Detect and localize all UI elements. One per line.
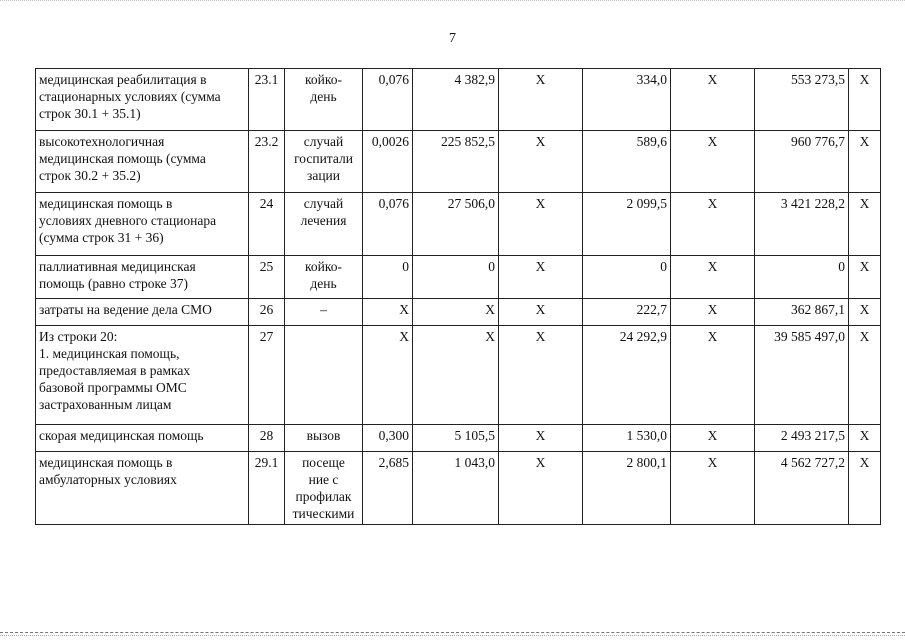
per-capita-cell: 24 292,9 <box>583 326 671 425</box>
unit-line: койко- <box>305 72 342 87</box>
cost-cell: 27 506,0 <box>413 193 499 256</box>
unit-line: день <box>310 276 337 291</box>
x-cell: X <box>849 193 881 256</box>
x-cell: X <box>849 131 881 193</box>
row-name-cell <box>36 425 249 452</box>
row-name-cell <box>36 69 249 131</box>
unit-line: – <box>320 302 327 317</box>
cost-cell: 0 <box>413 256 499 299</box>
x-cell: X <box>849 452 881 525</box>
x-cell: X <box>499 131 583 193</box>
row-number-cell: 27 <box>249 326 285 425</box>
table-row <box>36 452 881 525</box>
unit-cell <box>285 425 363 452</box>
per-capita-cell: 589,6 <box>583 131 671 193</box>
norm-cell: X <box>363 299 413 326</box>
norm-cell: 0 <box>363 256 413 299</box>
cost-cell: 225 852,5 <box>413 131 499 193</box>
row-name-line: стационарных условиях (сумма <box>39 89 221 104</box>
x-cell: X <box>671 452 755 525</box>
total-cell: 2 493 217,5 <box>755 425 849 452</box>
x-cell: X <box>671 131 755 193</box>
row-name-line: паллиативная медицинская <box>39 259 196 274</box>
x-cell: X <box>499 256 583 299</box>
cost-cell: X <box>413 326 499 425</box>
total-cell: 3 421 228,2 <box>755 193 849 256</box>
unit-line: тическими <box>292 506 355 521</box>
x-cell: X <box>499 69 583 131</box>
cost-cell: 5 105,5 <box>413 425 499 452</box>
unit-line: случай <box>303 196 344 211</box>
row-name-line: строк 30.2 + 35.2) <box>39 168 141 183</box>
row-name-line: скорая медицинская помощь <box>39 428 204 443</box>
unit-cell <box>285 452 363 525</box>
per-capita-cell: 2 800,1 <box>583 452 671 525</box>
row-name-line: (сумма строк 31 + 36) <box>39 230 164 245</box>
row-name-cell <box>36 131 249 193</box>
table-row <box>36 326 881 425</box>
table-row <box>36 131 881 193</box>
norm-cell: 0,076 <box>363 193 413 256</box>
row-name-line: медицинская реабилитация в <box>39 72 207 87</box>
x-cell: X <box>849 299 881 326</box>
row-number-cell: 26 <box>249 299 285 326</box>
row-name-line: застрахованным лицам <box>39 397 172 412</box>
row-number-cell: 25 <box>249 256 285 299</box>
x-cell: X <box>499 299 583 326</box>
row-number-cell: 23.2 <box>249 131 285 193</box>
row-name-line: базовой программы ОМС <box>39 380 187 395</box>
per-capita-cell: 334,0 <box>583 69 671 131</box>
row-name-line: помощь (равно строке 37) <box>39 276 189 291</box>
row-name-line: условиях дневного стационара <box>39 213 217 228</box>
unit-line: койко- <box>305 259 342 274</box>
norm-cell: 0,076 <box>363 69 413 131</box>
total-cell: 960 776,7 <box>755 131 849 193</box>
unit-cell <box>285 326 363 425</box>
cost-cell: X <box>413 299 499 326</box>
page-number: 7 <box>449 31 456 46</box>
row-name-line: медицинская помощь в <box>39 196 173 211</box>
cost-cell: 1 043,0 <box>413 452 499 525</box>
x-cell: X <box>849 326 881 425</box>
total-cell: 4 562 727,2 <box>755 452 849 525</box>
row-name-cell <box>36 256 249 299</box>
unit-line: госпитали <box>294 151 353 166</box>
total-cell: 39 585 497,0 <box>755 326 849 425</box>
row-name-line: затраты на ведение дела СМО <box>39 302 212 317</box>
unit-line: лечения <box>300 213 347 228</box>
table-row <box>36 425 881 452</box>
row-number-cell: 23.1 <box>249 69 285 131</box>
unit-line: зации <box>307 168 340 183</box>
row-name-line: Из строки 20: <box>39 329 118 344</box>
table-row <box>36 193 881 256</box>
x-cell: X <box>671 69 755 131</box>
row-name-line: строк 30.1 + 35.1) <box>39 106 141 121</box>
scan-bottom-edge <box>0 632 905 636</box>
total-cell: 553 273,5 <box>755 69 849 131</box>
unit-line: вызов <box>306 428 341 443</box>
norm-cell: 2,685 <box>363 452 413 525</box>
x-cell: X <box>671 326 755 425</box>
unit-line: случай <box>303 134 344 149</box>
row-name-cell <box>36 326 249 425</box>
per-capita-cell: 1 530,0 <box>583 425 671 452</box>
x-cell: X <box>671 425 755 452</box>
data-table <box>35 68 881 525</box>
row-name-cell <box>36 193 249 256</box>
row-name-line: 1. медицинская помощь, <box>39 346 180 361</box>
total-cell: 0 <box>755 256 849 299</box>
per-capita-cell: 0 <box>583 256 671 299</box>
per-capita-cell: 2 099,5 <box>583 193 671 256</box>
row-number-cell: 24 <box>249 193 285 256</box>
row-name-cell <box>36 299 249 326</box>
x-cell: X <box>499 193 583 256</box>
row-name-cell <box>36 452 249 525</box>
row-number-cell: 28 <box>249 425 285 452</box>
x-cell: X <box>849 425 881 452</box>
unit-cell <box>285 193 363 256</box>
unit-cell <box>285 256 363 299</box>
table-body <box>36 69 881 525</box>
row-name-line: медицинская помощь (сумма <box>39 151 206 166</box>
x-cell: X <box>499 452 583 525</box>
table-row <box>36 256 881 299</box>
norm-cell: X <box>363 326 413 425</box>
x-cell: X <box>499 425 583 452</box>
x-cell: X <box>671 256 755 299</box>
x-cell: X <box>849 69 881 131</box>
unit-line: посеще <box>302 455 345 470</box>
unit-line: ние с <box>308 472 339 487</box>
table-row <box>36 299 881 326</box>
unit-line: день <box>310 89 337 104</box>
total-cell: 362 867,1 <box>755 299 849 326</box>
table-row <box>36 69 881 131</box>
x-cell: X <box>849 256 881 299</box>
x-cell: X <box>671 299 755 326</box>
x-cell: X <box>671 193 755 256</box>
unit-line: профилак <box>295 489 352 504</box>
row-name-line: высокотехнологичная <box>39 134 165 149</box>
row-name-line: медицинская помощь в <box>39 455 173 470</box>
row-name-line: амбулаторных условиях <box>39 472 177 487</box>
norm-cell: 0,300 <box>363 425 413 452</box>
x-cell: X <box>499 326 583 425</box>
unit-cell <box>285 299 363 326</box>
norm-cell: 0,0026 <box>363 131 413 193</box>
per-capita-cell: 222,7 <box>583 299 671 326</box>
unit-cell <box>285 69 363 131</box>
row-number-cell: 29.1 <box>249 452 285 525</box>
cost-cell: 4 382,9 <box>413 69 499 131</box>
unit-cell <box>285 131 363 193</box>
row-name-line: предоставляемая в рамках <box>39 363 191 378</box>
scan-top-edge <box>0 0 905 4</box>
